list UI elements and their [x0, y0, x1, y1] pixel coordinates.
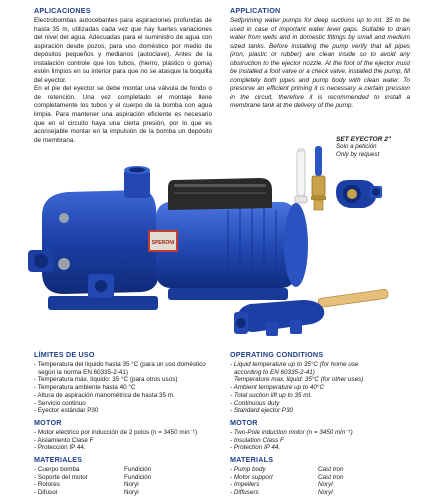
table-row: [230, 466, 344, 474]
es-motor-heading: MOTOR: [34, 418, 62, 427]
es-material-value: Fundición: [124, 473, 152, 481]
en-operating-item: - Standard ejector P30: [230, 407, 294, 415]
es-applications-heading: APLICACIONES: [34, 6, 91, 15]
en-materials-table: [230, 466, 344, 497]
es-material-value: Fundición: [124, 466, 152, 473]
en-motor-section: [230, 418, 410, 452]
es-material-part: - Soporte del motor: [34, 473, 88, 481]
en-material-part: - Diffusers: [230, 489, 259, 497]
pump-outlet-image: [124, 166, 150, 198]
es-materials-heading: MATERIALES: [34, 455, 83, 464]
en-application-section: [230, 6, 410, 111]
es-material-part: - Cuerpo bomba: [34, 466, 80, 473]
en-operating-item: - Liquid temperature up to 35°C (for home use: [230, 361, 359, 368]
en-operating-item: according to EN 60335-2-41): [234, 368, 315, 376]
table-row: [34, 481, 151, 489]
es-limits-heading: LÍMITES DE USO: [34, 350, 95, 359]
terminal-box-image: [168, 178, 272, 210]
es-motor-section: [34, 418, 230, 452]
en-operating-item: Temperature max. liquid: 35°C (for other uses): [234, 376, 364, 384]
ejector-pipe-illustration: [232, 286, 392, 342]
es-motor-item: - Motor eléctrico por inducción de 2 polos (n = 3450 min⁻¹): [34, 429, 198, 436]
table-row: [34, 474, 151, 482]
table-row: [230, 489, 344, 497]
en-materials-section: [230, 455, 410, 497]
en-material-part: - Pump body: [230, 466, 266, 473]
en-operating-section: [230, 350, 410, 415]
es-limit-item: según la norma EN 60335-2-41): [38, 368, 128, 376]
en-operating-heading: OPERATING CONDITIONS: [230, 350, 324, 359]
es-limit-item: - Temperatura ambiente hasta 40 °C: [34, 384, 136, 392]
es-applications-text: Electrobombas autocebantes para aspiraciones profundas de hasta 35 m, utilizadas cada vez que hay fuertes variaciones del nivel del agua. Adecuadas para el suministro de agua con aspiración desde pozos, para uso doméstico por medio de depósitos pequeños y medianos (autoclave). Antes de la instalación controle que los tubos, (hierro, plástico o goma) estén limpios en su interior para que no se atasque la boquilla del eyector.: [34, 17, 212, 84]
es-materials-table: [34, 466, 151, 497]
en-material-value: Noryl: [318, 481, 333, 489]
es-material-value: Noryl: [124, 481, 139, 489]
ejector-pipe-image: [318, 289, 389, 308]
en-motor-item: - Two-Pole induction motor (n = 3450 min⁻¹): [230, 429, 353, 436]
table-row: [34, 466, 151, 474]
en-motor-heading: MOTOR: [230, 418, 258, 427]
es-material-value: Noryl: [124, 489, 139, 497]
en-motor-item: - Insulation Class F: [230, 436, 284, 444]
ejector-body-image: [336, 180, 382, 208]
set-ejector-line-en: Only by request: [336, 150, 380, 158]
es-limit-item: - Temperatura máx. líquido: 35 °C (para otros usos): [34, 376, 178, 384]
en-materials-heading: MATERIALS: [230, 455, 274, 464]
es-materials-section: [34, 455, 230, 497]
en-material-part: - Impellers: [230, 481, 260, 489]
en-material-value: Cast Iron: [318, 466, 344, 473]
en-operating-item: - Ambient temperature up to 40°C: [230, 384, 324, 392]
pump-casing-image: [28, 190, 158, 310]
set-ejector-line-es: Solo a petición: [336, 143, 377, 150]
en-application-text: Selfpriming water pumps for deep suctions up to mt. 35 to be used in case of important water level gaps. Suitable to drain water from wells and in domestic fittings by small and medium sized tanks. Before installing the pump verify that all pipes (iron, plastic or rubber) are clean inside so to avoid any obstruction to the ejector nozzle. At the foot of the ejector must be installed a foot valve or a check valve, installed the pump, fill completely both pipes and pump body with clean water. To presorve an efficient priming it is necessary a certain pression in the circuit, therefore it is recommended to install a membrane tank at the delivery of the pump.: [230, 17, 410, 110]
en-operating-item: - Total suction lift up to 35 mt.: [230, 391, 313, 399]
en-operating-item: - Continuous duty: [230, 399, 280, 407]
table-row: [34, 489, 151, 497]
es-limits-section: [34, 350, 230, 415]
set-ejector-title: SET EYECTOR 2": [336, 136, 392, 143]
en-material-value: Cast Iron: [318, 473, 344, 481]
en-material-value: Noryl: [318, 489, 333, 497]
es-limit-item: - Eyector estándar P30: [34, 407, 99, 415]
es-material-part: - Rotores: [34, 481, 60, 489]
es-applications-text-2: En el pie del eyector se debe montar una válvula de fondo o de retención. Una vez completado el montaje llene completamente los tubos y el cuerpo de la bomba con agua limpia. Para mantener una aspiración eficiente es necesario que en el circuito haya una cierta presión, por lo que es aconsejable montar en la impulsión de la bomba un depósito de membrana.: [34, 85, 212, 144]
en-motor-item: - Protection IP 44.: [230, 444, 281, 452]
es-motor-item: - Aislamiento Clase F: [34, 436, 94, 444]
es-motor-item: - Protección IP 44.: [34, 444, 86, 452]
en-application-heading: APPLICATION: [230, 6, 281, 15]
brand-plate: [148, 230, 178, 252]
es-material-part: - Difusor: [34, 489, 58, 497]
es-limit-item: - Servicio continuo: [34, 399, 86, 407]
en-material-part: - Motor support: [230, 473, 273, 481]
es-applications-section: [34, 6, 212, 145]
brand-plate-text: SPERONI: [151, 240, 175, 246]
table-row: [230, 474, 344, 482]
ejector-assembly-image: [234, 300, 324, 336]
table-row: [230, 481, 344, 489]
es-limit-item: - Altura de aspiración manométrica de hasta 35 m.: [34, 391, 175, 399]
es-limit-item: - Temperatura del líquido hasta 35 °C (para un uso doméstico: [34, 361, 206, 368]
